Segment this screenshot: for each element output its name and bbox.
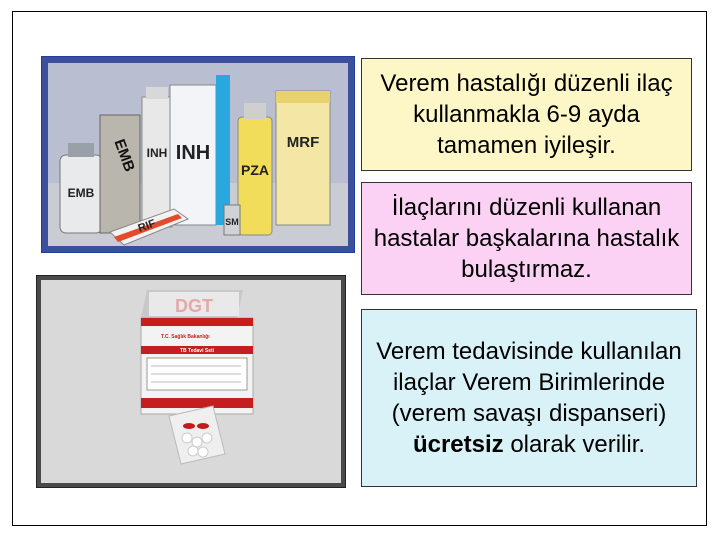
label-emb-box: EMB [110, 136, 138, 175]
label-sm-vial: SM [225, 217, 239, 227]
tb-drugs-photo [41, 56, 355, 253]
info-box-transmission [361, 182, 692, 295]
kit-set-name: TB Tedavi Seti [179, 348, 215, 354]
label-emb-bottle: EMB [67, 186, 95, 200]
info-box-transmission-text: İlaçlarını düzenli kullanan hastalar başkalarına hastalık bulaştırmaz. [373, 194, 680, 283]
label-mrf-box: MRF [286, 134, 320, 151]
free-medication-text-start: Verem tedavisinde kullanılan ilaçlar Verem Birimlerinde (verem savaşı dispanseri) [376, 338, 682, 427]
info-box-free-medication [361, 309, 697, 487]
tb-drugs-illustration [42, 57, 354, 252]
info-box-cure-text: Verem hastalığı düzenli ilaç kullanmakla 6-9 ayda tamamen iyileşir. [380, 70, 673, 159]
label-pza-bottle: PZA [241, 162, 269, 178]
kit-logo: DGT [175, 296, 213, 316]
label-inh-box: INH [175, 142, 211, 164]
free-medication-text-end: olarak verilir. [503, 431, 646, 458]
info-box-free-medication-text [368, 336, 690, 460]
label-rif-pack: RIF [136, 217, 158, 235]
tb-kit-illustration [37, 276, 345, 487]
label-inh-bottle: INH [146, 146, 168, 160]
kit-ministry: T.C. Sağlık Bakanlığı [161, 334, 210, 340]
tb-kit-photo [36, 275, 346, 488]
info-box-cure [361, 58, 692, 171]
free-emphasis: ücretsiz [412, 431, 504, 458]
